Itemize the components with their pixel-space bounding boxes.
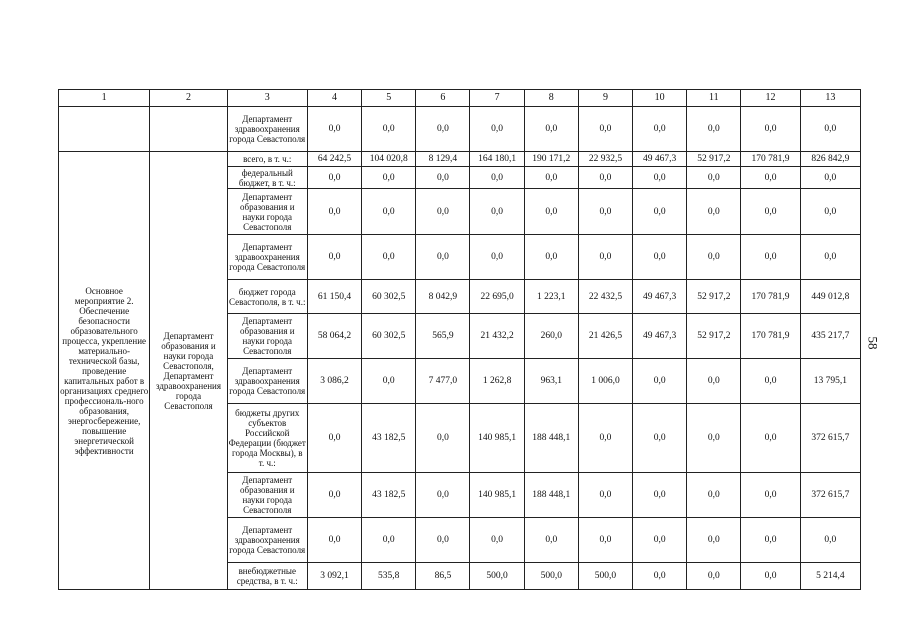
value-cell: 0,0 xyxy=(578,404,632,473)
source-cell: федеральный бюджет, в т. ч.: xyxy=(227,167,307,189)
executor-cell: Департамент образования и науки города Севастополя, Департамент здравоохранения города Севастополя xyxy=(150,152,227,590)
table-body xyxy=(59,107,861,590)
value-cell: 0,0 xyxy=(741,235,800,280)
col-header: 13 xyxy=(800,90,860,107)
value-cell: 0,0 xyxy=(578,107,632,152)
value-cell: 164 180,1 xyxy=(470,152,524,167)
value-cell: 500,0 xyxy=(578,563,632,590)
value-cell: 49 467,3 xyxy=(633,280,687,314)
source-cell: Департамент здравоохранения города Севастополя xyxy=(227,518,307,563)
table-row xyxy=(59,107,861,152)
value-cell: 3 086,2 xyxy=(307,359,361,404)
value-cell: 170 781,9 xyxy=(741,152,800,167)
value-cell: 0,0 xyxy=(687,235,741,280)
source-cell: внебюджетные средства, в т. ч.: xyxy=(227,563,307,590)
value-cell: 0,0 xyxy=(633,518,687,563)
value-cell: 170 781,9 xyxy=(741,314,800,359)
value-cell: 0,0 xyxy=(800,107,860,152)
value-cell: 0,0 xyxy=(416,518,470,563)
value-cell: 826 842,9 xyxy=(800,152,860,167)
value-cell: 0,0 xyxy=(687,563,741,590)
value-cell: 0,0 xyxy=(362,518,416,563)
value-cell: 190 171,2 xyxy=(524,152,578,167)
value-cell: 0,0 xyxy=(307,167,361,189)
value-cell: 0,0 xyxy=(578,235,632,280)
source-cell: бюджеты других субъектов Российской Федерации (бюджет города Москвы), в т. ч.: xyxy=(227,404,307,473)
value-cell: 60 302,5 xyxy=(362,314,416,359)
value-cell: 61 150,4 xyxy=(307,280,361,314)
value-cell: 0,0 xyxy=(307,404,361,473)
value-cell: 0,0 xyxy=(307,107,361,152)
value-cell: 0,0 xyxy=(416,404,470,473)
value-cell: 0,0 xyxy=(741,189,800,235)
source-cell: Департамент образования и науки города Севастополя xyxy=(227,189,307,235)
value-cell: 0,0 xyxy=(633,189,687,235)
value-cell: 0,0 xyxy=(578,189,632,235)
value-cell: 43 182,5 xyxy=(362,404,416,473)
value-cell: 0,0 xyxy=(307,518,361,563)
value-cell: 0,0 xyxy=(470,189,524,235)
source-cell: Департамент образования и науки города Севастополя xyxy=(227,314,307,359)
empty-cell xyxy=(59,107,150,152)
value-cell: 0,0 xyxy=(741,107,800,152)
value-cell: 13 795,1 xyxy=(800,359,860,404)
value-cell: 0,0 xyxy=(524,518,578,563)
col-header: 4 xyxy=(307,90,361,107)
value-cell: 535,8 xyxy=(362,563,416,590)
page-number: 58 xyxy=(865,336,881,350)
value-cell: 0,0 xyxy=(741,518,800,563)
value-cell: 500,0 xyxy=(524,563,578,590)
value-cell: 0,0 xyxy=(687,473,741,518)
value-cell: 86,5 xyxy=(416,563,470,590)
value-cell: 0,0 xyxy=(741,167,800,189)
value-cell: 500,0 xyxy=(470,563,524,590)
value-cell: 0,0 xyxy=(416,189,470,235)
value-cell: 0,0 xyxy=(416,473,470,518)
col-header: 11 xyxy=(687,90,741,107)
value-cell: 435 217,7 xyxy=(800,314,860,359)
value-cell: 140 985,1 xyxy=(470,473,524,518)
value-cell: 0,0 xyxy=(633,563,687,590)
value-cell: 0,0 xyxy=(800,518,860,563)
value-cell: 8 042,9 xyxy=(416,280,470,314)
value-cell: 0,0 xyxy=(524,167,578,189)
value-cell: 0,0 xyxy=(470,167,524,189)
value-cell: 0,0 xyxy=(524,107,578,152)
value-cell: 1 223,1 xyxy=(524,280,578,314)
value-cell: 188 448,1 xyxy=(524,473,578,518)
source-cell: Департамент образования и науки города Севастополя xyxy=(227,473,307,518)
value-cell: 372 615,7 xyxy=(800,473,860,518)
value-cell: 0,0 xyxy=(687,167,741,189)
empty-cell xyxy=(150,107,227,152)
value-cell: 0,0 xyxy=(633,107,687,152)
value-cell: 0,0 xyxy=(633,235,687,280)
source-cell: Департамент здравоохранения города Севастополя xyxy=(227,107,307,152)
value-cell: 8 129,4 xyxy=(416,152,470,167)
value-cell: 0,0 xyxy=(470,518,524,563)
value-cell: 0,0 xyxy=(307,235,361,280)
value-cell: 0,0 xyxy=(800,167,860,189)
value-cell: 0,0 xyxy=(741,359,800,404)
value-cell: 22 432,5 xyxy=(578,280,632,314)
value-cell: 0,0 xyxy=(633,404,687,473)
value-cell: 0,0 xyxy=(633,473,687,518)
value-cell: 43 182,5 xyxy=(362,473,416,518)
value-cell: 170 781,9 xyxy=(741,280,800,314)
col-header: 12 xyxy=(741,90,800,107)
value-cell: 963,1 xyxy=(524,359,578,404)
value-cell: 0,0 xyxy=(578,167,632,189)
col-header: 2 xyxy=(150,90,227,107)
value-cell: 7 477,0 xyxy=(416,359,470,404)
value-cell: 0,0 xyxy=(470,107,524,152)
value-cell: 0,0 xyxy=(416,107,470,152)
value-cell: 3 092,1 xyxy=(307,563,361,590)
value-cell: 0,0 xyxy=(741,473,800,518)
value-cell: 0,0 xyxy=(741,563,800,590)
value-cell: 0,0 xyxy=(362,107,416,152)
value-cell: 188 448,1 xyxy=(524,404,578,473)
value-cell: 22 695,0 xyxy=(470,280,524,314)
value-cell: 1 262,8 xyxy=(470,359,524,404)
value-cell: 0,0 xyxy=(687,359,741,404)
value-cell: 1 006,0 xyxy=(578,359,632,404)
value-cell: 5 214,4 xyxy=(800,563,860,590)
value-cell: 104 020,8 xyxy=(362,152,416,167)
value-cell: 52 917,2 xyxy=(687,152,741,167)
col-header: 9 xyxy=(578,90,632,107)
value-cell: 0,0 xyxy=(362,167,416,189)
value-cell: 49 467,3 xyxy=(633,314,687,359)
col-header: 7 xyxy=(470,90,524,107)
value-cell: 0,0 xyxy=(633,167,687,189)
value-cell: 0,0 xyxy=(687,404,741,473)
value-cell: 52 917,2 xyxy=(687,280,741,314)
budget-table xyxy=(58,89,861,590)
value-cell: 0,0 xyxy=(307,473,361,518)
value-cell: 21 426,5 xyxy=(578,314,632,359)
col-header: 8 xyxy=(524,90,578,107)
col-header: 1 xyxy=(59,90,150,107)
value-cell: 0,0 xyxy=(416,167,470,189)
value-cell: 60 302,5 xyxy=(362,280,416,314)
value-cell: 140 985,1 xyxy=(470,404,524,473)
value-cell: 0,0 xyxy=(362,235,416,280)
value-cell: 21 432,2 xyxy=(470,314,524,359)
source-cell: бюджет города Севастополя, в т. ч.: xyxy=(227,280,307,314)
source-cell: всего, в т. ч.: xyxy=(227,152,307,167)
value-cell: 0,0 xyxy=(578,518,632,563)
header-row xyxy=(59,90,861,107)
col-header: 5 xyxy=(362,90,416,107)
source-cell: Департамент здравоохранения города Севастополя xyxy=(227,235,307,280)
value-cell: 0,0 xyxy=(307,189,361,235)
event-name-cell: Основное мероприятие 2. Обеспечение безопасности образовательного процесса, укрепление материально-технической базы, проведение капитальных работ в организациях среднего профессиональ-ного образования, энергосбережение, повышение энергетической эффективности xyxy=(59,152,150,590)
value-cell: 0,0 xyxy=(470,235,524,280)
value-cell: 0,0 xyxy=(633,359,687,404)
value-cell: 58 064,2 xyxy=(307,314,361,359)
col-header: 10 xyxy=(633,90,687,107)
value-cell: 0,0 xyxy=(687,518,741,563)
col-header: 3 xyxy=(227,90,307,107)
value-cell: 49 467,3 xyxy=(633,152,687,167)
value-cell: 0,0 xyxy=(800,189,860,235)
value-cell: 372 615,7 xyxy=(800,404,860,473)
value-cell: 449 012,8 xyxy=(800,280,860,314)
value-cell: 0,0 xyxy=(741,404,800,473)
value-cell: 565,9 xyxy=(416,314,470,359)
value-cell: 0,0 xyxy=(578,473,632,518)
source-cell: Департамент здравоохранения города Севастополя xyxy=(227,359,307,404)
value-cell: 0,0 xyxy=(416,235,470,280)
value-cell: 0,0 xyxy=(800,235,860,280)
value-cell: 260,0 xyxy=(524,314,578,359)
value-cell: 0,0 xyxy=(362,189,416,235)
col-header: 6 xyxy=(416,90,470,107)
table-row xyxy=(59,152,861,167)
value-cell: 0,0 xyxy=(524,189,578,235)
value-cell: 0,0 xyxy=(687,107,741,152)
value-cell: 52 917,2 xyxy=(687,314,741,359)
value-cell: 0,0 xyxy=(362,359,416,404)
value-cell: 0,0 xyxy=(687,189,741,235)
value-cell: 22 932,5 xyxy=(578,152,632,167)
value-cell: 64 242,5 xyxy=(307,152,361,167)
value-cell: 0,0 xyxy=(524,235,578,280)
